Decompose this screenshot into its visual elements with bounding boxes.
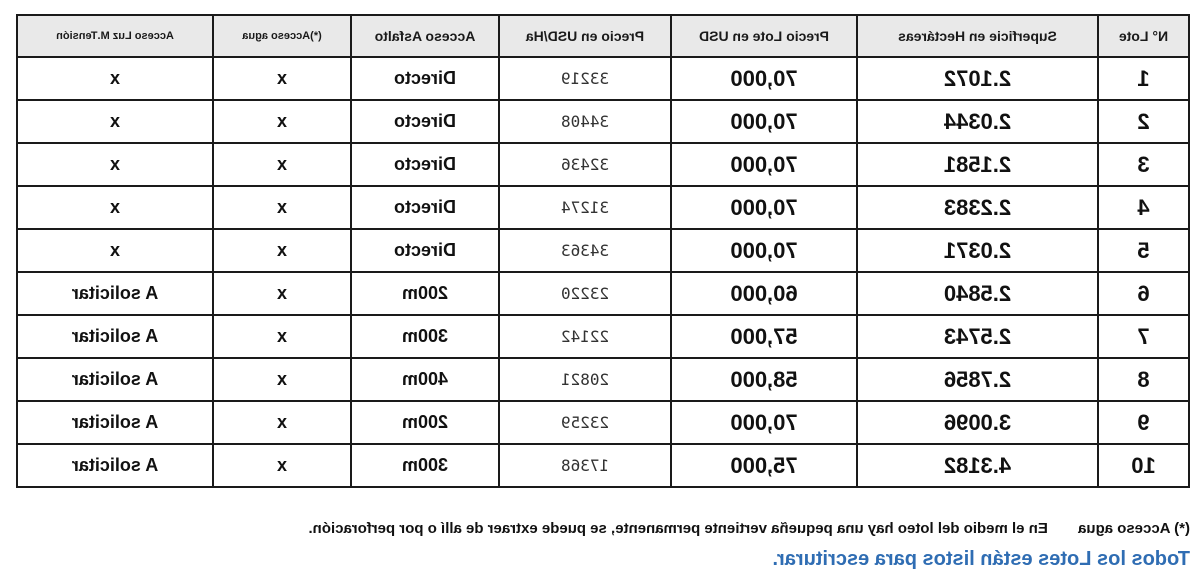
table-row <box>17 186 1189 229</box>
table-row <box>17 444 1189 487</box>
cell-price-per-ha: 23259 <box>499 401 671 444</box>
cell-surface: 2.5743 <box>857 315 1098 358</box>
cell-lot-number: 9 <box>1098 401 1189 444</box>
cell-price-per-ha: 20821 <box>499 358 671 401</box>
header-lot-price: Precio Lote en USD <box>671 15 857 57</box>
cell-surface: 2.1072 <box>857 57 1098 100</box>
table-row <box>17 229 1189 272</box>
cell-asphalt-access: 200m <box>351 272 499 315</box>
footnote-label: (*) Acceso agua <box>1078 520 1190 537</box>
cell-price-per-ha: 34408 <box>499 100 671 143</box>
cell-water-access: x <box>213 401 351 444</box>
cell-lot-number: 10 <box>1098 444 1189 487</box>
cell-asphalt-access: 300m <box>351 315 499 358</box>
cell-lot-number: 4 <box>1098 186 1189 229</box>
cell-lot-number: 6 <box>1098 272 1189 315</box>
header-surface: Superficie en Hectáreas <box>857 15 1098 57</box>
cell-power-access: x <box>17 143 213 186</box>
table-row <box>17 57 1189 100</box>
cell-lot-number: 8 <box>1098 358 1189 401</box>
cell-power-access: A solicitar <box>17 272 213 315</box>
cell-lot-number: 3 <box>1098 143 1189 186</box>
header-asphalt-access: Acceso Asfalto <box>351 15 499 57</box>
cell-asphalt-access: 200m <box>351 401 499 444</box>
cell-price-per-ha: 34363 <box>499 229 671 272</box>
cell-power-access: x <box>17 229 213 272</box>
cell-surface: 2.5840 <box>857 272 1098 315</box>
cell-lot-price: 70,000 <box>671 143 857 186</box>
cell-power-access: A solicitar <box>17 358 213 401</box>
cell-surface: 2.7856 <box>857 358 1098 401</box>
lots-table <box>16 14 1190 488</box>
cell-surface: 2.0371 <box>857 229 1098 272</box>
header-power-access: Acceso Luz M.Tensión <box>17 15 213 57</box>
cell-surface: 2.2383 <box>857 186 1098 229</box>
cell-price-per-ha: 33219 <box>499 57 671 100</box>
cell-price-per-ha: 23220 <box>499 272 671 315</box>
ready-to-deed-message: Todos los Lotes están listos para escriturar. <box>772 548 1190 570</box>
table-header-row <box>17 15 1189 57</box>
cell-lot-price: 70,000 <box>671 186 857 229</box>
cell-asphalt-access: Directo <box>351 57 499 100</box>
cell-lot-price: 70,000 <box>671 57 857 100</box>
cell-surface: 2.1581 <box>857 143 1098 186</box>
cell-lot-price: 70,000 <box>671 229 857 272</box>
header-lot-number: N° Lote <box>1098 15 1189 57</box>
cell-lot-number: 2 <box>1098 100 1189 143</box>
table-row <box>17 358 1189 401</box>
water-access-footnote <box>18 520 1190 537</box>
cell-lot-price: 60,000 <box>671 272 857 315</box>
table-row <box>17 143 1189 186</box>
cell-asphalt-access: Directo <box>351 143 499 186</box>
cell-power-access: A solicitar <box>17 444 213 487</box>
cell-lot-price: 58,000 <box>671 358 857 401</box>
cell-water-access: x <box>213 186 351 229</box>
cell-asphalt-access: 300m <box>351 444 499 487</box>
lots-table-container <box>18 14 1190 488</box>
cell-lot-price: 70,000 <box>671 100 857 143</box>
cell-water-access: x <box>213 358 351 401</box>
cell-price-per-ha: 31274 <box>499 186 671 229</box>
cell-power-access: x <box>17 100 213 143</box>
cell-water-access: x <box>213 143 351 186</box>
cell-water-access: x <box>213 229 351 272</box>
cell-lot-price: 57,000 <box>671 315 857 358</box>
cell-asphalt-access: Directo <box>351 100 499 143</box>
cell-water-access: x <box>213 57 351 100</box>
cell-power-access: A solicitar <box>17 315 213 358</box>
cell-water-access: x <box>213 315 351 358</box>
cell-water-access: x <box>213 100 351 143</box>
cell-price-per-ha: 32436 <box>499 143 671 186</box>
table-row <box>17 315 1189 358</box>
cell-surface: 2.0344 <box>857 100 1098 143</box>
cell-price-per-ha: 17368 <box>499 444 671 487</box>
table-row <box>17 401 1189 444</box>
cell-asphalt-access: Directo <box>351 186 499 229</box>
footnote-text: En el medio del loteo hay una pequeña vertiente permanente, se puede extraer de allí o por perforación. <box>308 520 1048 537</box>
cell-power-access: x <box>17 57 213 100</box>
cell-surface: 3.0096 <box>857 401 1098 444</box>
cell-lot-price: 70,000 <box>671 401 857 444</box>
cell-lot-number: 7 <box>1098 315 1189 358</box>
cell-lot-number: 5 <box>1098 229 1189 272</box>
cell-water-access: x <box>213 444 351 487</box>
cell-power-access: x <box>17 186 213 229</box>
table-row <box>17 100 1189 143</box>
cell-price-per-ha: 22142 <box>499 315 671 358</box>
cell-surface: 4.3182 <box>857 444 1098 487</box>
header-water-access: (*)Acceso agua <box>213 15 351 57</box>
cell-power-access: A solicitar <box>17 401 213 444</box>
cell-asphalt-access: 400m <box>351 358 499 401</box>
cell-water-access: x <box>213 272 351 315</box>
cell-lot-price: 75,000 <box>671 444 857 487</box>
header-price-per-ha: Precio en USD/Ha <box>499 15 671 57</box>
table-row <box>17 272 1189 315</box>
cell-lot-number: 1 <box>1098 57 1189 100</box>
cell-asphalt-access: Directo <box>351 229 499 272</box>
